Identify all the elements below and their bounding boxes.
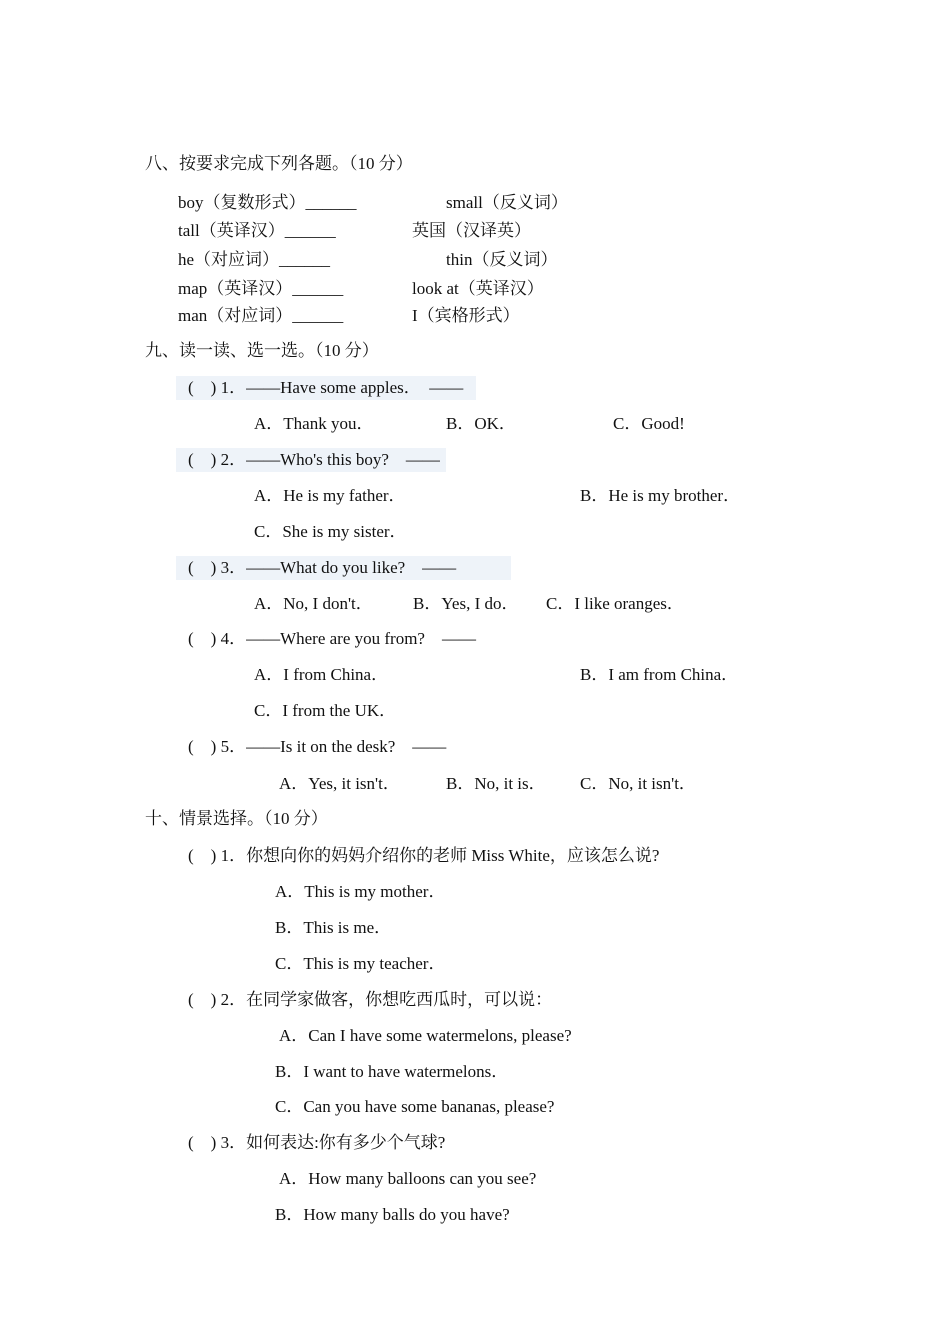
- s9-q2-option-c: C．She is my sister．: [254, 522, 407, 541]
- s9-q3-option-c: C．I like oranges．: [546, 594, 684, 613]
- s10-q2-option-c: C．Can you have some bananas, please?: [275, 1097, 555, 1116]
- s10-q1-option-c: C．This is my teacher．: [275, 954, 446, 973]
- s9-q4-option-a: A．I from China．: [254, 665, 389, 684]
- fill-item-thin: thin（反义词）: [446, 250, 558, 269]
- s10-q2-option-a: A．Can I have some watermelons, please?: [279, 1026, 572, 1045]
- s10-q3-option-a: A．How many balloons can you see?: [279, 1169, 537, 1188]
- s9-q3-stem: ( ) 3．——What do you like? ——: [188, 558, 457, 577]
- s9-q2-option-a: A．He is my father．: [254, 486, 406, 505]
- fill-item-man: man（对应词）______: [178, 306, 344, 325]
- s9-q5-option-c: C．No, it isn't．: [580, 774, 696, 793]
- s9-q4-stem: ( ) 4．——Where are you from? ——: [188, 629, 476, 648]
- s10-q2-stem: ( ) 2．在同学家做客，你想吃西瓜时，可以说：: [188, 990, 553, 1009]
- s9-q5-stem: ( ) 5．——Is it on the desk? ——: [188, 737, 447, 756]
- fill-item-small: small（反义词）: [446, 193, 568, 212]
- s10-q1-option-b: B．This is me．: [275, 918, 392, 937]
- s10-q1-stem: ( ) 1．你想向你的妈妈介绍你的老师 Miss White，应该怎么说?: [188, 846, 660, 865]
- s10-q3-stem: ( ) 3．如何表达:你有多少个气球?: [188, 1133, 446, 1152]
- s9-q2-stem: ( ) 2．——Who's this boy? ——: [188, 450, 440, 469]
- fill-item-look-at: look at（英译汉）: [412, 279, 544, 298]
- fill-item-boy: boy（复数形式）______: [178, 193, 357, 212]
- s10-q3-option-b: B．How many balls do you have?: [275, 1205, 510, 1224]
- fill-item-map: map（英译汉）______: [178, 279, 344, 298]
- fill-item-england: 英国（汉译英）: [412, 221, 531, 240]
- fill-item-he: he（对应词）______: [178, 250, 331, 269]
- s9-q4-option-b: B．I am from China．: [580, 665, 739, 684]
- s9-q2-option-b: B．He is my brother．: [580, 486, 741, 505]
- s10-q1-option-a: A．This is my mother．: [275, 882, 446, 901]
- s9-q1-option-c: C．Good!: [613, 414, 685, 433]
- fill-item-tall: tall（英译汉）______: [178, 221, 336, 240]
- fill-item-i: I（宾格形式）: [412, 306, 520, 325]
- section-10-heading: 十、情景选择。（10 分）: [145, 809, 328, 828]
- s9-q3-option-b: B．Yes, I do．: [413, 594, 519, 613]
- s9-q5-option-b: B．No, it is．: [446, 774, 546, 793]
- s9-q5-option-a: A．Yes, it isn't．: [279, 774, 400, 793]
- section-9-heading: 九、读一读、选一选。（10 分）: [145, 341, 379, 360]
- s9-q1-option-a: A．Thank you．: [254, 414, 374, 433]
- section-8-heading: 八、按要求完成下列各题。（10 分）: [145, 154, 413, 173]
- s9-q1-option-b: B．OK．: [446, 414, 516, 433]
- s9-q1-stem: ( ) 1．——Have some apples． ——: [188, 378, 464, 397]
- s10-q2-option-b: B．I want to have watermelons．: [275, 1062, 509, 1081]
- s9-q4-option-c: C．I from the UK．: [254, 701, 397, 720]
- s9-q3-option-a: A．No, I don't．: [254, 594, 373, 613]
